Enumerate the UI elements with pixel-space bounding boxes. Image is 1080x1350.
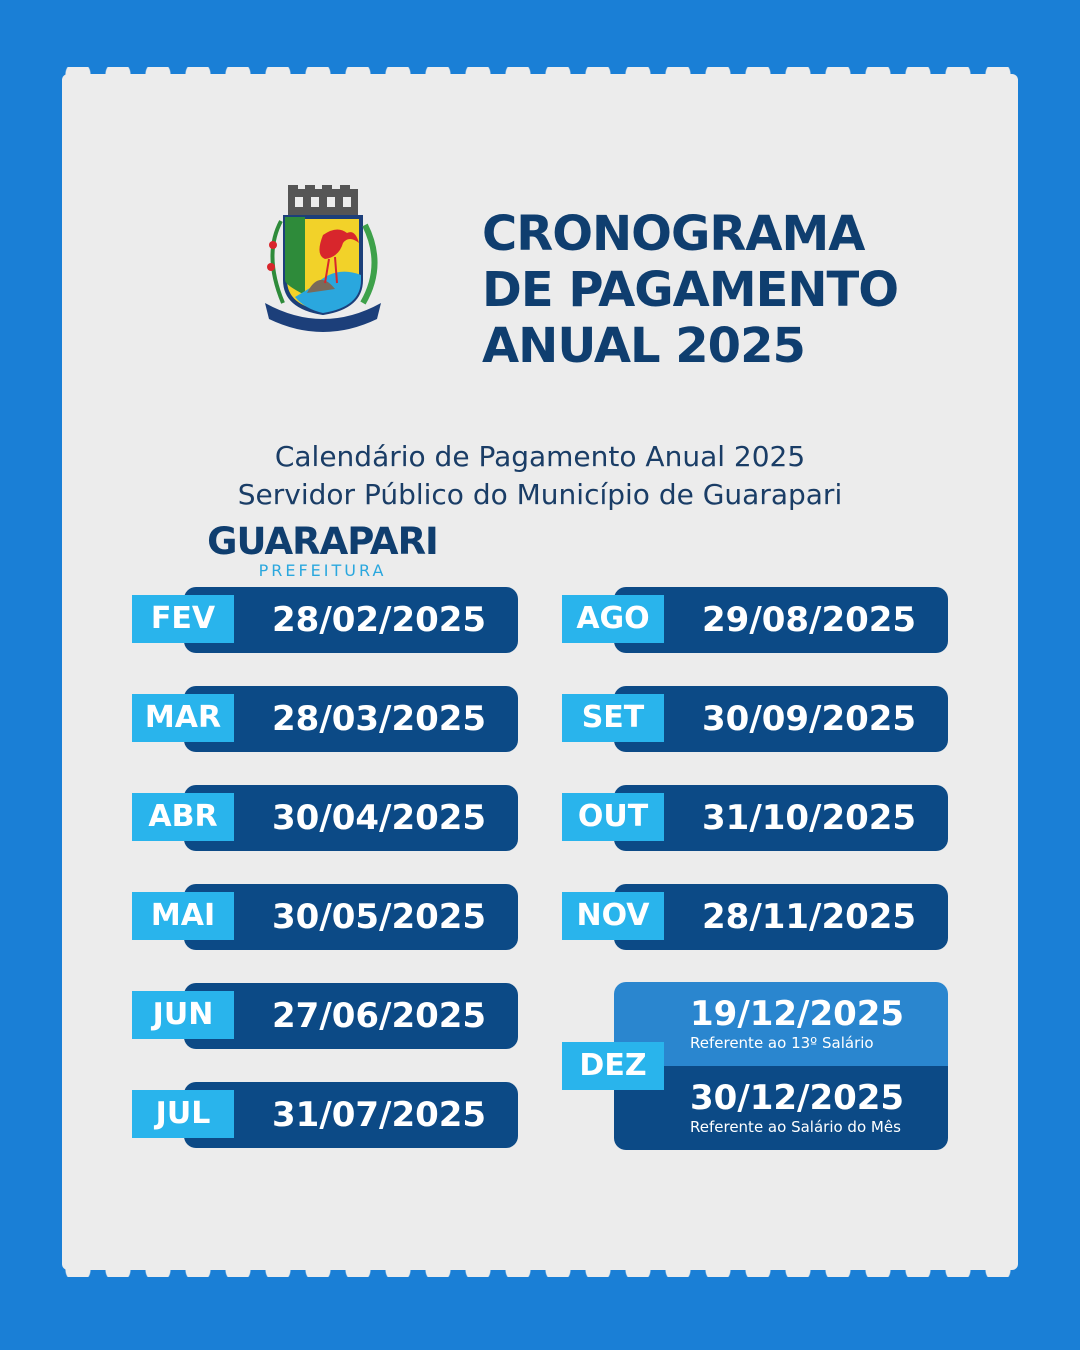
month-tag: ABR	[132, 793, 234, 841]
payment-date: 27/06/2025	[272, 996, 487, 1036]
month-tag: MAI	[132, 892, 234, 940]
schedule-row-mai	[132, 882, 522, 952]
title-line-3: ANUAL 2025	[482, 318, 805, 374]
payment-date: 29/08/2025	[702, 600, 917, 640]
schedule-row-abr	[132, 783, 522, 853]
month-tag: JUL	[132, 1090, 234, 1138]
subtitle	[0, 438, 1080, 514]
month-tag: DEZ	[562, 1042, 664, 1090]
payment-date: 28/03/2025	[272, 699, 487, 739]
logo-name: GUARAPARI	[207, 520, 438, 563]
payment-date-month: 30/12/2025	[690, 1078, 905, 1118]
schedule-row-jun	[132, 981, 522, 1051]
schedule-row-nov	[562, 882, 952, 952]
month-tag: SET	[562, 694, 664, 742]
coat-of-arms-icon	[255, 185, 390, 335]
month-tag: AGO	[562, 595, 664, 643]
payment-date-13th: 19/12/2025	[690, 994, 905, 1034]
month-tag: JUN	[132, 991, 234, 1039]
month-tag: FEV	[132, 595, 234, 643]
logo-subtitle: PREFEITURA	[258, 561, 387, 580]
title-line-1: CRONOGRAMA	[482, 206, 865, 262]
payment-date: 28/11/2025	[702, 897, 917, 937]
schedule-row-fev	[132, 585, 522, 655]
subtitle-line-1: Calendário de Pagamento Anual 2025	[274, 440, 806, 473]
schedule-row-jul	[132, 1080, 522, 1150]
schedule-row-set	[562, 684, 952, 754]
schedule-row-mar	[132, 684, 522, 754]
month-tag: NOV	[562, 892, 664, 940]
payment-date: 28/02/2025	[272, 600, 487, 640]
page-title	[482, 206, 898, 374]
payment-note-month: Referente ao Salário do Mês	[690, 1118, 901, 1136]
payment-date: 30/04/2025	[272, 798, 487, 838]
title-line-2: DE PAGAMENTO	[482, 262, 899, 318]
payment-date: 31/07/2025	[272, 1095, 487, 1135]
month-tag: MAR	[132, 694, 234, 742]
schedule-row-out	[562, 783, 952, 853]
payment-date: 31/10/2025	[702, 798, 917, 838]
subtitle-line-2: Servidor Público do Município de Guarapari	[237, 478, 843, 511]
schedule-row-ago	[562, 585, 952, 655]
payment-date: 30/05/2025	[272, 897, 487, 937]
month-tag: OUT	[562, 793, 664, 841]
schedule-row-dez	[562, 982, 948, 1150]
guarapari-logo	[200, 185, 445, 580]
payment-note-13th: Referente ao 13º Salário	[690, 1034, 874, 1052]
payment-date: 30/09/2025	[702, 699, 917, 739]
